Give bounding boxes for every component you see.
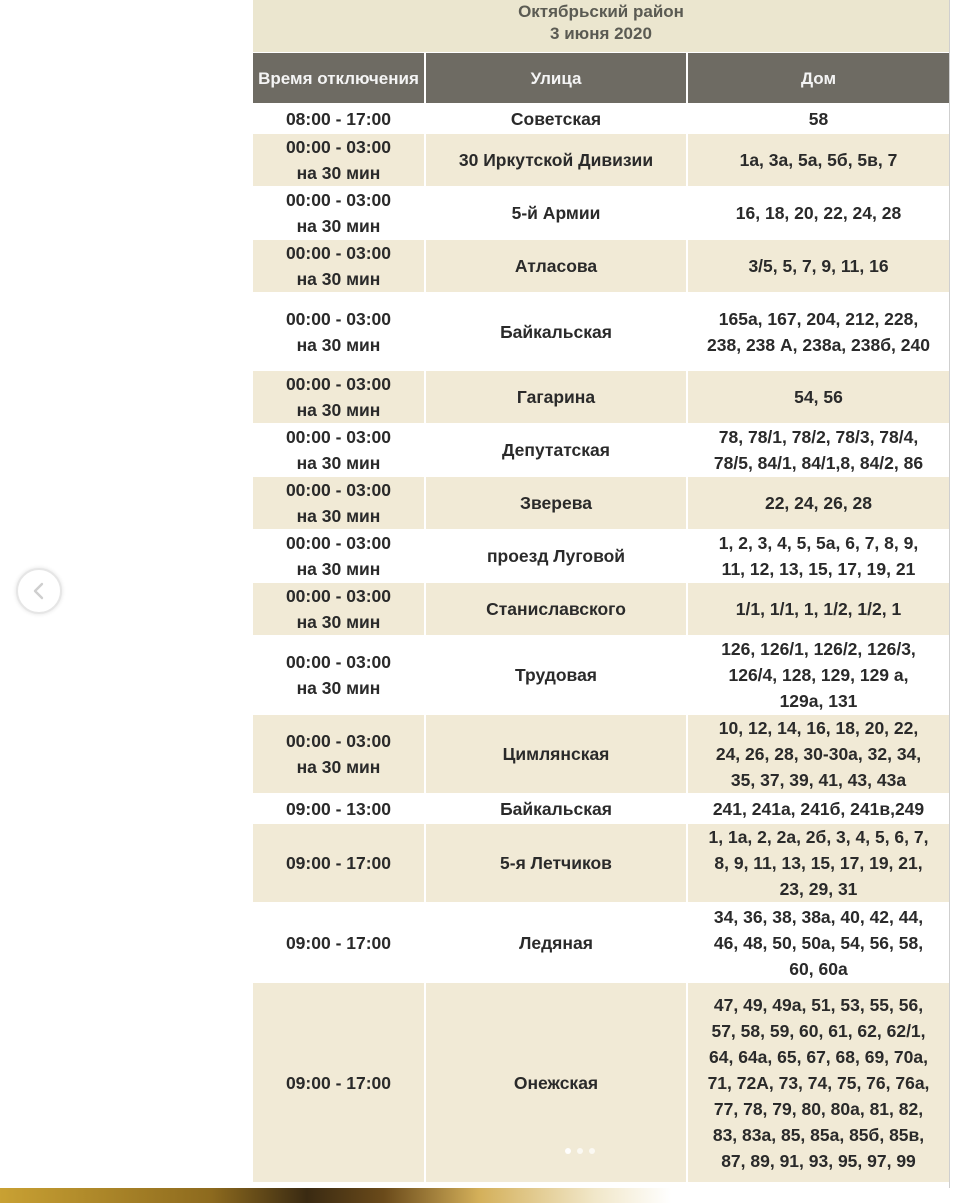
table-row — [253, 293, 949, 371]
houses-line: 34, 36, 38, 38а, 40, 42, 44, — [713, 906, 924, 927]
table-row — [253, 134, 949, 187]
carousel-indicator — [565, 1148, 595, 1154]
time-range: 00:00 - 03:00 — [285, 480, 392, 500]
table-row — [253, 371, 949, 424]
houses-cell — [687, 903, 949, 983]
next-image-preview — [0, 1188, 959, 1203]
table-row — [253, 530, 949, 583]
table-row — [253, 477, 949, 530]
outage-time-cell — [253, 824, 425, 903]
street-cell: Станиславского — [425, 583, 687, 636]
time-range: 00:00 - 03:00 — [285, 731, 392, 751]
houses-line: 126, 126/1, 126/2, 126/3, — [721, 639, 916, 659]
table-header-row — [253, 53, 949, 104]
duration-note: на 30 мин — [296, 453, 381, 473]
outage-time-cell — [253, 187, 425, 240]
houses-cell — [687, 104, 949, 134]
table-row — [253, 240, 949, 293]
street-cell: 5-й Армии — [425, 187, 687, 240]
outage-time-cell — [253, 424, 425, 477]
houses-line: 165а, 167, 204, 212, 228, — [718, 308, 919, 329]
table-body — [253, 104, 949, 1203]
outage-time-cell — [253, 983, 425, 1183]
houses-line: 60, 60а — [789, 958, 848, 979]
houses-line: 241, 241а, 241б, 241в,249 — [712, 798, 925, 819]
houses-line: 8, 9, 11, 13, 15, 17, 19, 21, — [714, 853, 923, 873]
street-cell: Байкальская — [425, 794, 687, 824]
time-range: 00:00 - 03:00 — [285, 374, 392, 394]
street-cell: 30 Иркутской Дивизии — [425, 134, 687, 187]
duration-note: на 30 мин — [296, 216, 381, 236]
street-cell: Ледяная — [425, 903, 687, 983]
houses-line: 1а, 3а, 5а, 5б, 5в, 7 — [739, 150, 898, 170]
houses-line: 57, 58, 59, 60, 61, 62, 62/1, — [711, 1020, 926, 1041]
street-cell: проезд Луговой — [425, 530, 687, 583]
outage-time-cell — [253, 903, 425, 983]
outage-time-cell — [253, 715, 425, 794]
street-cell: Байкальская — [425, 293, 687, 371]
time-range: 08:00 - 17:00 — [285, 108, 392, 129]
duration-note: на 30 мин — [296, 163, 381, 183]
time-range: 09:00 - 13:00 — [285, 798, 392, 819]
houses-cell — [687, 824, 949, 903]
table-row — [253, 583, 949, 636]
table-row — [253, 983, 949, 1183]
houses-line: 23, 29, 31 — [779, 879, 858, 899]
houses-cell — [687, 477, 949, 530]
houses-line: 11, 12, 13, 15, 17, 19, 21 — [721, 559, 916, 579]
table-row — [253, 794, 949, 824]
chevron-left-icon — [32, 582, 46, 600]
carousel-dot — [577, 1148, 583, 1154]
houses-cell — [687, 530, 949, 583]
houses-cell — [687, 293, 949, 371]
houses-cell — [687, 240, 949, 293]
houses-cell — [687, 134, 949, 187]
time-range: 00:00 - 03:00 — [285, 652, 392, 672]
table-row — [253, 104, 949, 134]
houses-cell — [687, 187, 949, 240]
houses-line: 47, 49, 49а, 51, 53, 55, 56, — [713, 994, 924, 1015]
outage-table — [253, 53, 949, 1203]
time-range: 00:00 - 03:00 — [285, 427, 392, 447]
houses-line: 35, 37, 39, 41, 43, 43а — [730, 770, 907, 790]
houses-line: 24, 26, 28, 30-30а, 32, 34, — [715, 744, 922, 764]
table-row — [253, 424, 949, 477]
time-range: 09:00 - 17:00 — [285, 1072, 392, 1093]
table-row — [253, 903, 949, 983]
houses-cell — [687, 583, 949, 636]
houses-cell — [687, 371, 949, 424]
time-range: 00:00 - 03:00 — [285, 243, 392, 263]
houses-line: 78, 78/1, 78/2, 78/3, 78/4, — [718, 427, 919, 447]
houses-line: 10, 12, 14, 16, 18, 20, 22, — [718, 718, 919, 738]
street-cell: Советская — [425, 104, 687, 134]
time-range: 00:00 - 03:00 — [285, 586, 392, 606]
outage-time-cell — [253, 134, 425, 187]
houses-cell — [687, 424, 949, 477]
time-range: 09:00 - 17:00 — [285, 932, 392, 953]
table-row — [253, 715, 949, 794]
houses-cell — [687, 983, 949, 1183]
duration-note: на 30 мин — [296, 678, 381, 698]
street-column-header: Улица — [425, 53, 687, 104]
houses-line: 71, 72А, 73, 74, 75, 76, 76а, — [707, 1072, 930, 1093]
houses-cell — [687, 636, 949, 715]
outage-time-cell — [253, 794, 425, 824]
street-cell: Гагарина — [425, 371, 687, 424]
time-range: 00:00 - 03:00 — [285, 137, 392, 157]
carousel-dot — [589, 1148, 595, 1154]
time-column-header: Время отключения — [253, 53, 425, 104]
houses-line: 87, 89, 91, 93, 95, 97, 99 — [721, 1150, 916, 1171]
street-cell: Атласова — [425, 240, 687, 293]
schedule-header — [253, 0, 949, 52]
duration-note: на 30 мин — [296, 559, 381, 579]
houses-line: 46, 48, 50, 50а, 54, 56, 58, — [713, 932, 924, 953]
houses-cell — [687, 715, 949, 794]
duration-note: на 30 мин — [296, 400, 381, 420]
street-cell: Зверева — [425, 477, 687, 530]
table-row — [253, 187, 949, 240]
houses-cell — [687, 794, 949, 824]
houses-line: 58 — [808, 108, 829, 129]
houses-line: 64, 64а, 65, 67, 68, 69, 70а, — [709, 1046, 928, 1067]
outage-time-cell — [253, 530, 425, 583]
table-row — [253, 824, 949, 903]
time-range: 00:00 - 03:00 — [285, 533, 392, 553]
houses-line: 129а, 131 — [779, 691, 858, 711]
outage-time-cell — [253, 583, 425, 636]
houses-line: 1/1, 1/1, 1, 1/2, 1/2, 1 — [735, 599, 902, 619]
houses-line: 78/5, 84/1, 84/1,8, 84/2, 86 — [713, 453, 924, 473]
houses-line: 1, 2, 3, 4, 5, 5а, 6, 7, 8, 9, — [718, 533, 919, 553]
houses-line: 238, 238 А, 238а, 238б, 240 — [707, 334, 930, 355]
houses-line: 54, 56 — [794, 387, 843, 407]
duration-note: на 30 мин — [296, 269, 381, 289]
house-column-header: Дом — [687, 53, 949, 104]
outage-time-cell — [253, 371, 425, 424]
table-row — [253, 636, 949, 715]
schedule-date: 3 июня 2020 — [550, 24, 652, 43]
carousel-dot — [565, 1148, 571, 1154]
outage-time-cell — [253, 240, 425, 293]
houses-line: 77, 78, 79, 80, 80а, 81, 82, — [713, 1098, 924, 1119]
outage-time-cell — [253, 477, 425, 530]
outage-time-cell — [253, 293, 425, 371]
houses-line: 83, 83а, 85, 85а, 85б, 85в, — [712, 1124, 925, 1145]
district-title: Октябрьский район — [518, 2, 684, 21]
duration-note: на 30 мин — [296, 506, 381, 526]
street-cell: Депутатская — [425, 424, 687, 477]
duration-note: на 30 мин — [296, 334, 381, 355]
houses-line: 1, 1а, 2, 2а, 2б, 3, 4, 5, 6, 7, — [708, 827, 929, 847]
street-cell: Онежская — [425, 983, 687, 1183]
outage-schedule-image — [253, 0, 950, 1188]
houses-line: 22, 24, 26, 28 — [764, 493, 873, 513]
houses-line: 16, 18, 20, 22, 24, 28 — [735, 203, 902, 223]
houses-line: 3/5, 5, 7, 9, 11, 16 — [748, 256, 889, 276]
duration-note: на 30 мин — [296, 757, 381, 777]
duration-note: на 30 мин — [296, 612, 381, 632]
houses-line: 126/4, 128, 129, 129 а, — [728, 665, 909, 685]
outage-time-cell — [253, 104, 425, 134]
time-range: 00:00 - 03:00 — [285, 190, 392, 210]
street-cell: Трудовая — [425, 636, 687, 715]
outage-time-cell — [253, 636, 425, 715]
time-range: 00:00 - 03:00 — [285, 308, 392, 329]
street-cell: 5-я Летчиков — [425, 824, 687, 903]
street-cell: Цимлянская — [425, 715, 687, 794]
time-range: 09:00 - 17:00 — [285, 853, 392, 873]
previous-slide-button[interactable] — [16, 568, 62, 614]
